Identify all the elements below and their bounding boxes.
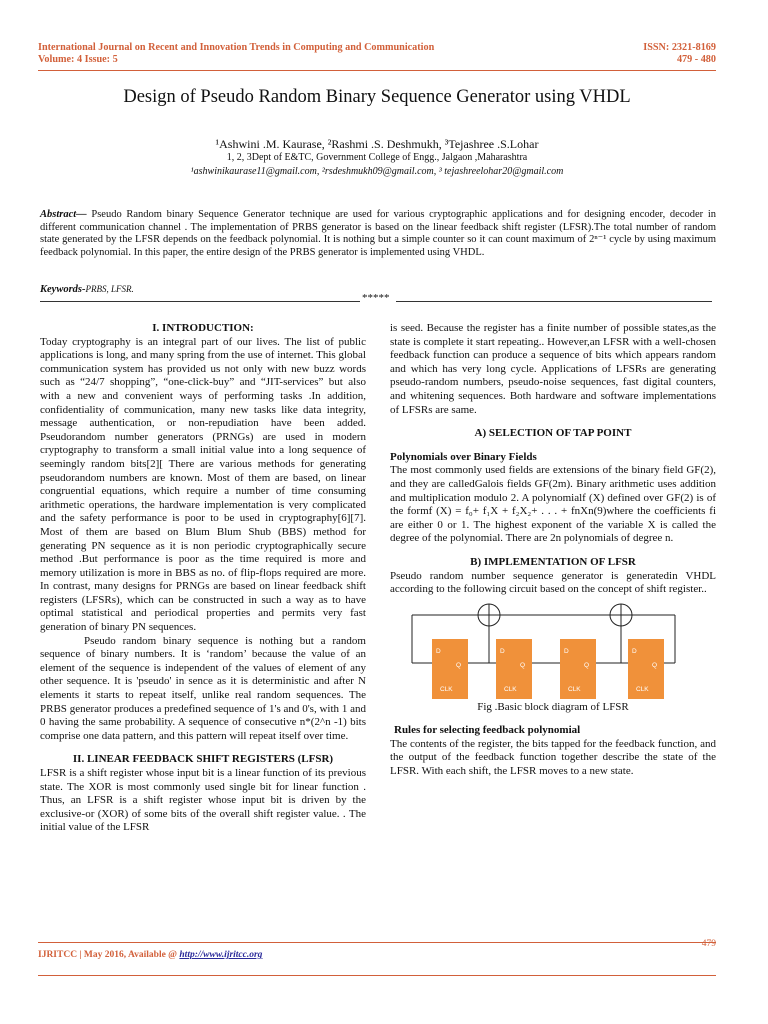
lfsr-blocks bbox=[432, 639, 664, 699]
flip-flop-block bbox=[432, 639, 468, 699]
flip-flop-block bbox=[496, 639, 532, 699]
footer-link[interactable]: http://www.ijritcc.org bbox=[179, 950, 263, 960]
author-affiliation: 1, 2, 3Dept of E&TC, Government College of Engg., Jalgaon ,Maharashtra bbox=[226, 152, 528, 163]
lfsr-paragraph: LFSR is a shift register whose input bit is a linear function of its previous state. The XOR is most commonly used single bit for linear function . Thus, an LFSR is a shift register whose input bit is driven by the exclusive-or (XOR) of some bits of the overall shift register value. . The initial value of the LFSR bbox=[40, 767, 366, 834]
footer-rule-bottom bbox=[38, 975, 716, 976]
flip-flop-q-label: Q bbox=[456, 661, 462, 669]
author-block bbox=[38, 137, 716, 179]
flip-flop-q-label: Q bbox=[584, 661, 590, 669]
author-emails: ¹ashwinikaurase11@gmail.com, ²rsdeshmukh09@gmail.com, ³ tejashreelohar20@gmail.com bbox=[190, 166, 564, 177]
implementation-paragraph: Pseudo random number sequence generator is generatedin VHDL according to the following circuit based on the concept of shift register.. bbox=[390, 569, 716, 596]
rules-paragraph: The contents of the register, the bits tapped for the feedback function, and the output of the feedback function together describe the state of the LFSR. With each shift, the LFSR moves to a new state. bbox=[390, 737, 716, 778]
section-introduction-heading: I. INTRODUCTION: bbox=[152, 322, 254, 334]
journal-issn: ISSN: 2321-8169 bbox=[643, 42, 716, 53]
right-column bbox=[390, 322, 716, 779]
flip-flop-clk-label: CLK bbox=[440, 685, 453, 693]
footer-rule-top bbox=[38, 942, 716, 943]
section-lfsr-heading: II. LINEAR FEEDBACK SHIFT REGISTERS (LFSR) bbox=[72, 753, 334, 766]
lfsr-diagram-svg bbox=[390, 601, 716, 701]
lfsr-block-diagram bbox=[390, 601, 716, 701]
section-separator bbox=[40, 292, 712, 306]
flip-flop-d-label: D bbox=[632, 647, 637, 655]
abstract-text: Pseudo Random binary Sequence Generator technique are used for various cryptographic applications and for designing encoder, decoder in different communication channel . The implementation of PRBS generator is based on the linear feedback shift register (LFSR).The total number of random state generated by the LFSR depends on the feedback polynomial. It is nothing but a simple counter so it can count maximum of 2ⁿ⁻¹ cycle by using maximum feedback polynomial. In this paper, the entire design of the PRBS generator is implemented using VHDL. bbox=[40, 209, 716, 258]
rules-subheading: Rules for selecting feedback polynomial bbox=[394, 724, 581, 737]
paper-title: Design of Pseudo Random Binary Sequence Generator using VHDL bbox=[123, 87, 631, 107]
flip-flop-d-label: D bbox=[436, 647, 441, 655]
journal-pages: 479 - 480 bbox=[676, 54, 716, 65]
polynomials-subheading: Polynomials over Binary Fields bbox=[390, 450, 537, 463]
flip-flop-q-label: Q bbox=[520, 661, 526, 669]
left-column bbox=[40, 322, 366, 835]
flip-flop-clk-label: CLK bbox=[636, 685, 649, 693]
separator-line-right bbox=[396, 301, 712, 302]
abstract bbox=[40, 209, 716, 259]
header-rule bbox=[38, 70, 716, 71]
journal-volume: Volume: 4 Issue: 5 bbox=[38, 54, 118, 65]
author-names: ¹Ashwini .M. Kaurase, ²Rashmi .S. Deshmukh, ³Tejashree .S.Lohar bbox=[215, 137, 539, 151]
right-paragraph-1: is seed. Because the register has a finite number of possible states,as the state is complete it start repeating.. However,an LFSR with a well-chosen feedback function can produce a sequence of bits which appears random and which has very long cycle. Applications of LFSRs are generating pseudo-random numbers, pseudo-noise sequences, fast digital counters, and whitening sequences. Both hardware and software implementations of LFSRs are same. bbox=[390, 322, 716, 416]
keywords-value: PRBS, LFSR. bbox=[85, 284, 134, 294]
flip-flop-d-label: D bbox=[564, 647, 569, 655]
journal-name: International Journal on Recent and Innovation Trends in Computing and Communication bbox=[38, 42, 435, 53]
flip-flop-block bbox=[628, 639, 664, 699]
polynomials-paragraph: The most commonly used fields are extensions of the binary field GF(2), and they are calledGalois fields GF(2m). Binary arithmetic uses addition and multiplication modulo 2. A polynomialf (X) defined over GF(2) is of the formf (X) = f₀+ f₁X + f₂X₂+ . . . + fnXn(9)where the coefficients fi are either 0 or 1. The highest exponent of the variable X is called the degree of the polynomial. There are 2n polynomials of degree n. bbox=[390, 464, 716, 545]
flip-flop-clk-label: CLK bbox=[504, 685, 517, 693]
separator-line-left bbox=[40, 301, 360, 302]
keywords-label: Keywords- bbox=[40, 284, 86, 295]
abstract-label: Abstract— bbox=[40, 209, 87, 220]
intro-paragraph-1: Today cryptography is an integral part of our lives. The list of public applications is long, and many spring from the use of internet. This global communication system has provided us not only with new buzz words such as “24/7 shopping”, “one-click-buy” and “JIT-services” but also with a new and convenient ways of performing tasks .In addition, confidentiality of communication, many new tasks like data integrity, message authentication, or non-repudiation have been added. Pseudorandom number generators (PRNGs) are used in modern cryptography to transform a small initial value into a long sequence of seemingly random bits[2][ There are various methods for generating pseudorandom numbers are known. Most of them are based, on linear congruential equations, which require a number of time consuming arithmetic operations, the hardware implementation is very complicated and the safety performance is poor to be used in cryptography[6][7]. Most of them are based on Blum Blum Shub (BBS) method for generating PN sequence as it is non periodic cryptographically secure method .But performance is poor as the time required is more and memory utilization is more in BBS as no. of flip-flops required are more. In contrast, many designs for PRNGs are based on linear feedback shift registers (LFSRs), which can be constructed in such a way as to have optimal statistical and periodical properties and permits very fast generation of binary PN sequences. bbox=[40, 335, 366, 634]
page-footer bbox=[38, 939, 716, 960]
intro-paragraph-2: Pseudo random binary sequence is nothing but a random sequence of binary numbers. It is ‘random’ because the value of an element of the sequence is independent of the values of element of any other sequence. It is 'pseudo' in sence as it is deterministic and after N elements it starts to repeat itself, unlike real random sequences. The PRBS generator produces a predefined sequence of 1's and 0's, with 1 and 0 having the same probability. A sequence of consecutive n*(2^n -1) bits comprise one data pattern, and this pattern will repeat itself over time. bbox=[40, 634, 366, 742]
flip-flop-q-label: Q bbox=[652, 661, 658, 669]
flip-flop-block bbox=[560, 639, 596, 699]
page-number: 479 bbox=[701, 939, 716, 949]
flip-flop-clk-label: CLK bbox=[568, 685, 581, 693]
section-tap-point-heading: A) SELECTION OF TAP POINT bbox=[474, 427, 632, 440]
figure-caption: Fig .Basic block diagram of LFSR bbox=[477, 700, 629, 713]
flip-flop-d-label: D bbox=[500, 647, 505, 655]
separator-stars: ***** bbox=[362, 292, 390, 304]
footer-text: IJRITCC | May 2016, Available @ bbox=[38, 950, 180, 960]
section-implementation-heading: B) IMPLEMENTATION OF LFSR bbox=[470, 555, 636, 568]
